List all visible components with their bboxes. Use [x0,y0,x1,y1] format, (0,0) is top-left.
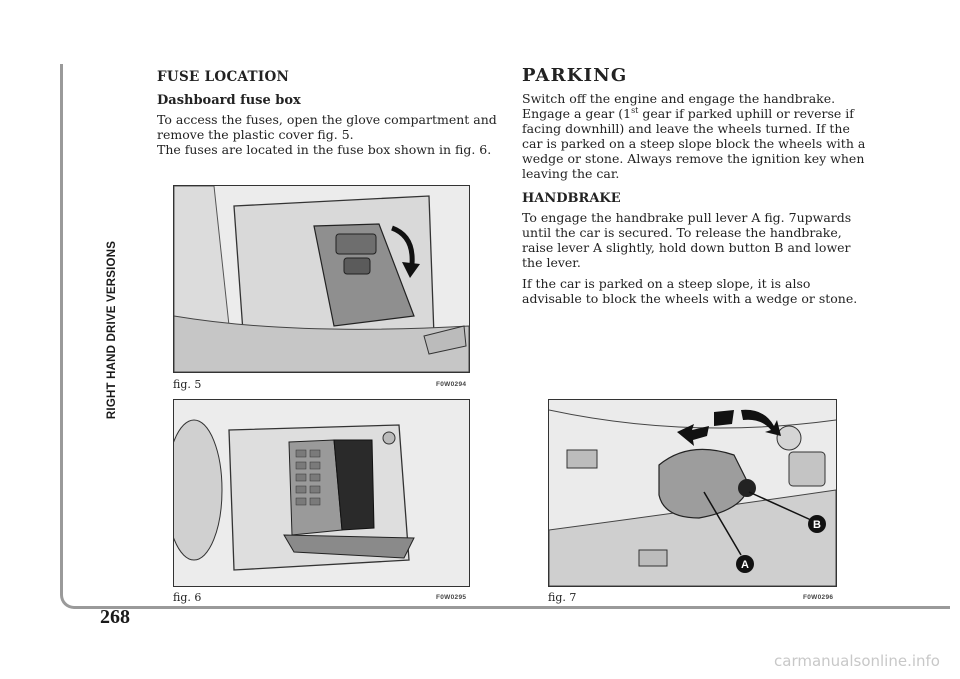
left-column [157,70,497,163]
callout-a: A [741,559,749,571]
figure-6-code: F0W0295 [436,594,467,601]
section-side-tab: RIGHT HAND DRIVE VERSIONS [106,240,118,420]
fuse-access-paragraph: To access the fuses, open the glove compartment and remove the plastic cover fig. 5. [157,112,497,142]
dashboard-fuse-box-subheading: Dashboard fuse box [157,93,301,108]
watermark: carmanualsonline.info [774,652,940,670]
fuse-location-paragraph: The fuses are located in the fuse box shown in fig. 6. [157,142,492,157]
figure-7-label: fig. 7 [548,591,577,604]
figure-5-label: fig. 5 [173,378,202,391]
handbrake-paragraph: To engage the handbrake pull lever A fig. 7upwards until the car is secured. To release the handbrake, raise lever A slightly, hold down button B and lower the lever. [522,210,852,270]
parking-paragraph: Switch off the engine and engage the handbrake. Engage a gear (1st gear if parked uphill or reverse if facing downhill) and leave the wheels turned. If the car is parked on a steep slope block the wheels with a wedge or stone. Always remove the ignition key when leaving the car. [522,91,866,181]
fuse-location-heading: FUSE LOCATION [157,69,290,85]
figure-5-code: F0W0294 [436,381,467,388]
right-column [522,65,867,312]
figure-5-glovebox [173,185,470,373]
parking-heading: PARKING [522,65,628,86]
handbrake-heading: HANDBRAKE [522,191,621,206]
figure-6-fusebox [173,399,470,587]
handbrake-slope-paragraph: If the car is parked on a steep slope, it is also advisable to block the wheels with a wedge or stone. [522,276,858,306]
figure-7-handbrake [548,399,837,587]
figure-7-code: F0W0296 [803,594,834,601]
figure-6-label: fig. 6 [173,591,202,604]
page-number: 268 [100,606,130,628]
callout-b: B [813,519,821,531]
